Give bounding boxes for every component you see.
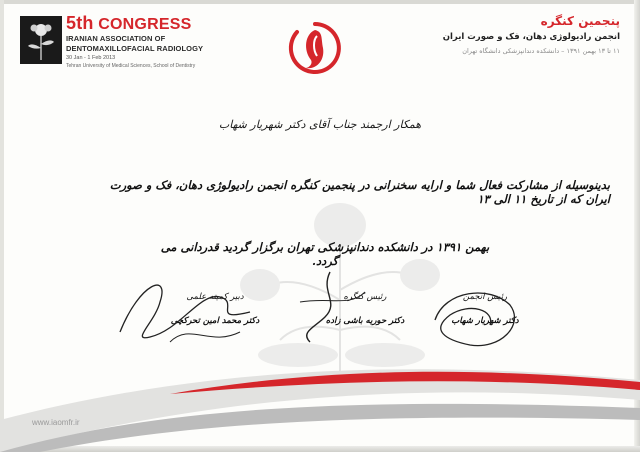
fa-congress-title: پنجمین کنگره — [540, 14, 620, 28]
signatory-title: رئیس کنگره — [343, 292, 387, 302]
fa-association-name: انجمن رادیولوژی دهان، فک و صورت ایران — [442, 32, 620, 42]
certificate-body-line-2: بهمن ۱۳۹۱ در دانشکده دندانپزشکی تهران برگزار گردید قدردانی می گردد. — [160, 240, 490, 268]
scan-edge-top — [0, 0, 640, 4]
congress-header-fa — [390, 14, 620, 55]
certificate-salutation: همکار ارجمند جناب آقای دکتر شهریار شهاب — [218, 118, 422, 131]
flower-logo-icon — [20, 16, 62, 64]
flower-watermark-icon — [180, 180, 500, 380]
congress-dates: 30 Jan - 1 Feb 2013 — [66, 55, 116, 61]
signatory-title: دبیر کمیته علمی — [186, 292, 244, 302]
congress-header-en — [66, 14, 286, 69]
association-website: www.iaomfr.ir — [32, 418, 80, 427]
congress-number: 5th — [66, 13, 94, 33]
congress-word: CONGRESS — [98, 16, 192, 33]
signature-block-scientific-secretary — [150, 292, 280, 326]
association-line-2: DENTOMAXILLOFACIAL RADIOLOGY — [66, 43, 204, 53]
fa-congress-dates: ۱۱ تا ۱۳ بهمن ۱۳۹۱ – دانشکده دندانپزشکی دانشگاه تهران — [462, 47, 620, 55]
signatory-title: رئیس انجمن — [462, 292, 508, 302]
host-university: Tehran University of Medical Sciences, School of Dentistry — [66, 62, 196, 69]
signatory-name: دکتر محمد امین تحرکچی — [170, 316, 260, 326]
signature-block-association-president — [420, 292, 550, 326]
association-emblem-icon — [287, 20, 343, 76]
signatory-name: دکتر حوریه باشی زاده — [325, 316, 405, 326]
association-line-1: IRANIAN ASSOCIATION OF — [66, 34, 166, 43]
certificate-body-line-1: بدینوسیله از مشارکت فعال شما و ارایه سخنرانی در پنجمین کنگره انجمن رادیولوژی دهان، فک و صورت ایران که از تاریخ ۱۱ الی ۱۳ — [109, 178, 610, 206]
decorative-swoosh — [0, 360, 640, 452]
signature-block-congress-president — [300, 292, 430, 326]
signatory-name: دکتر شهریار شهاب — [451, 316, 519, 326]
